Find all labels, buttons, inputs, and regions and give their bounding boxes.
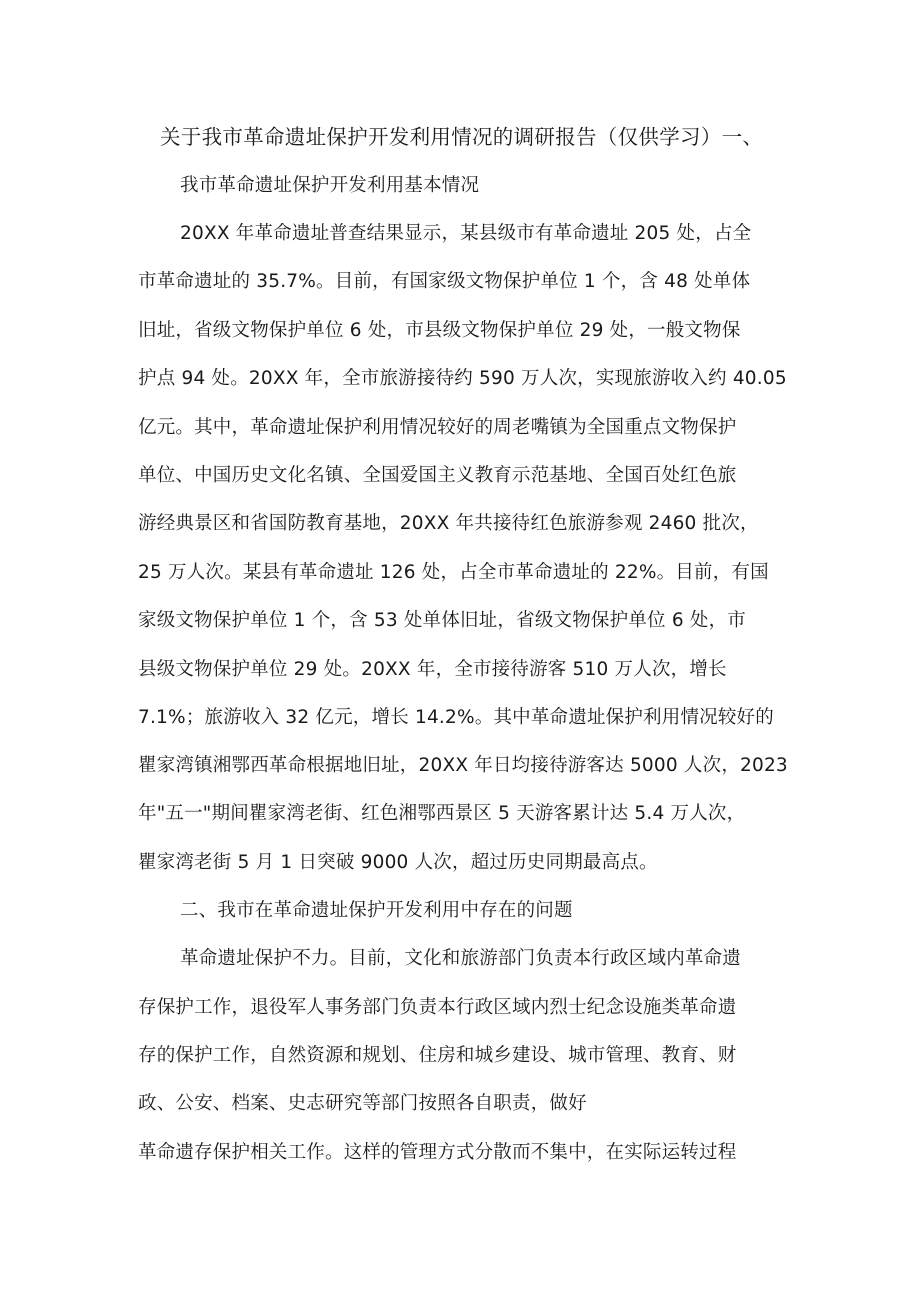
section-heading-basic-situation: 我市革命遗址保护开发利用基本情况 xyxy=(180,175,480,196)
paragraph-line: 亿元。其中，革命遗址保护利用情况较好的周老嘴镇为全国重点文物保护 xyxy=(138,417,737,438)
paragraph-line: 瞿家湾老街 5 月 1 日突破 9000 人次，超过历史同期最高点。 xyxy=(138,852,658,873)
paragraph-line: 政、公安、档案、史志研究等部门按照各自职责，做好 xyxy=(138,1093,587,1114)
paragraph-line: 家级文物保护单位 1 个，含 53 处单体旧址，省级文物保护单位 6 处，市 xyxy=(138,610,746,631)
paragraph-line: 市革命遗址的 35.7%。目前，有国家级文物保护单位 1 个，含 48 处单体 xyxy=(138,271,751,292)
paragraph-line: 20XX 年革命遗址普查结果显示，某县级市有革命遗址 205 处，占全 xyxy=(180,223,752,244)
paragraph-line: 7.1%；旅游收入 32 亿元，增长 14.2%。其中革命遗址保护利用情况较好的 xyxy=(138,707,774,728)
paragraph-line: 存的保护工作，自然资源和规划、住房和城乡建设、城市管理、教育、财 xyxy=(138,1045,737,1066)
paragraph-line: 县级文物保护单位 29 处。20XX 年，全市接待游客 510 万人次，增长 xyxy=(138,659,727,680)
paragraph-line: 护点 94 处。20XX 年，全市旅游接待约 590 万人次，实现旅游收入约 40.05 xyxy=(138,368,787,389)
paragraph-line: 革命遗址保护不力。目前，文化和旅游部门负责本行政区域内革命遗 xyxy=(180,948,742,969)
paragraph-line: 瞿家湾镇湘鄂西革命根据地旧址，20XX 年日均接待游客达 5000 人次，2023 xyxy=(138,755,788,776)
paragraph-line: 单位、中国历史文化名镇、全国爱国主义教育示范基地、全国百处红色旅 xyxy=(138,465,737,486)
paragraph-line: 旧址，省级文物保护单位 6 处，市县级文物保护单位 29 处，一般文物保 xyxy=(138,320,741,341)
paragraph-line: 25 万人次。某县有革命遗址 126 处，占全市革命遗址的 22%。目前，有国 xyxy=(138,562,769,583)
document-title: 关于我市革命遗址保护开发利用情况的调研报告（仅供学习）一、 xyxy=(160,125,764,149)
paragraph-line: 存保护工作，退役军人事务部门负责本行政区域内烈士纪念设施类革命遗 xyxy=(138,997,737,1018)
paragraph-line: 革命遗存保护相关工作。这样的管理方式分散而不集中，在实际运转过程 xyxy=(138,1142,737,1163)
section-heading-problems: 二、我市在革命遗址保护开发利用中存在的问题 xyxy=(180,900,573,921)
paragraph-line: 年"五一"期间瞿家湾老街、红色湘鄂西景区 5 天游客累计达 5.4 万人次， xyxy=(138,803,746,824)
paragraph-line: 游经典景区和省国防教育基地，20XX 年共接待红色旅游参观 2460 批次， xyxy=(138,513,759,534)
